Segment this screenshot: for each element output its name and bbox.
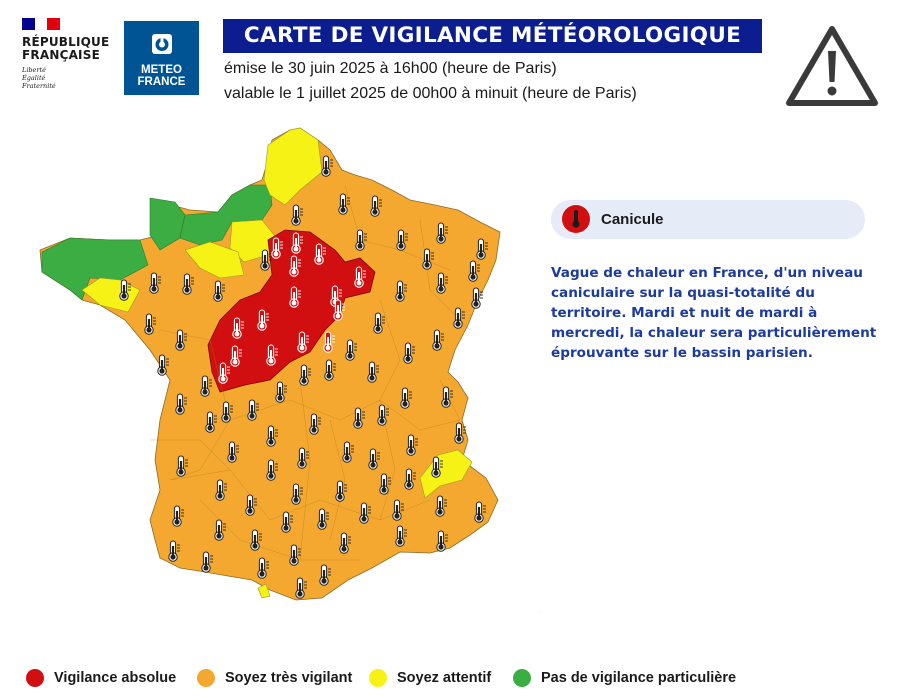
brand-france: FRANCE — [137, 76, 186, 88]
thermometer-icon — [561, 204, 591, 234]
motto-fraternite: Fraternité — [22, 82, 56, 90]
warning-triangle-icon — [784, 24, 880, 108]
meteo-france-emblem-icon — [151, 33, 173, 55]
legend-yellow-dot — [369, 669, 387, 687]
page-title: CARTE DE VIGILANCE MÉTÉOROLOGIQUE — [223, 19, 762, 53]
french-flag-icon — [22, 18, 60, 30]
republique-label: RÉPUBLIQUE — [22, 35, 110, 49]
event-name: Canicule — [601, 211, 664, 228]
legend-label: Soyez très vigilant — [225, 670, 353, 686]
legend-label: Soyez attentif — [397, 670, 492, 686]
motto — [22, 66, 132, 90]
legend-orange-dot — [197, 669, 215, 687]
event-description: Vague de chaleur en France, d'un niveau caniculaire sur la quasi-totalité du territoire. Mardi et nuit de mardi à mercredi, la chaleur sera particulièrement éprouvante sur le bassin parisien. — [551, 265, 877, 361]
meteo-france-logo — [124, 21, 199, 95]
republique-francaise-logo — [22, 18, 132, 90]
validity-period: valable le 1 juillet 2025 de 00h00 à minuit (heure de Paris) — [224, 85, 637, 102]
motto-liberte: Liberté — [22, 66, 46, 74]
legend-label: Vigilance absolue — [54, 670, 177, 686]
legend-green-dot — [513, 669, 531, 687]
legend-red-dot — [26, 669, 44, 687]
issued-date: émise le 30 juin 2025 à 16h00 (heure de Paris) — [224, 60, 557, 77]
motto-egalite: Égalité — [22, 74, 46, 82]
brand-meteo: METEO — [141, 64, 182, 76]
francaise-label: FRANÇAISE — [22, 48, 100, 62]
legend-label: Pas de vigilance particulière — [541, 670, 737, 686]
vigilance-map — [20, 120, 540, 650]
event-pill — [551, 200, 865, 239]
